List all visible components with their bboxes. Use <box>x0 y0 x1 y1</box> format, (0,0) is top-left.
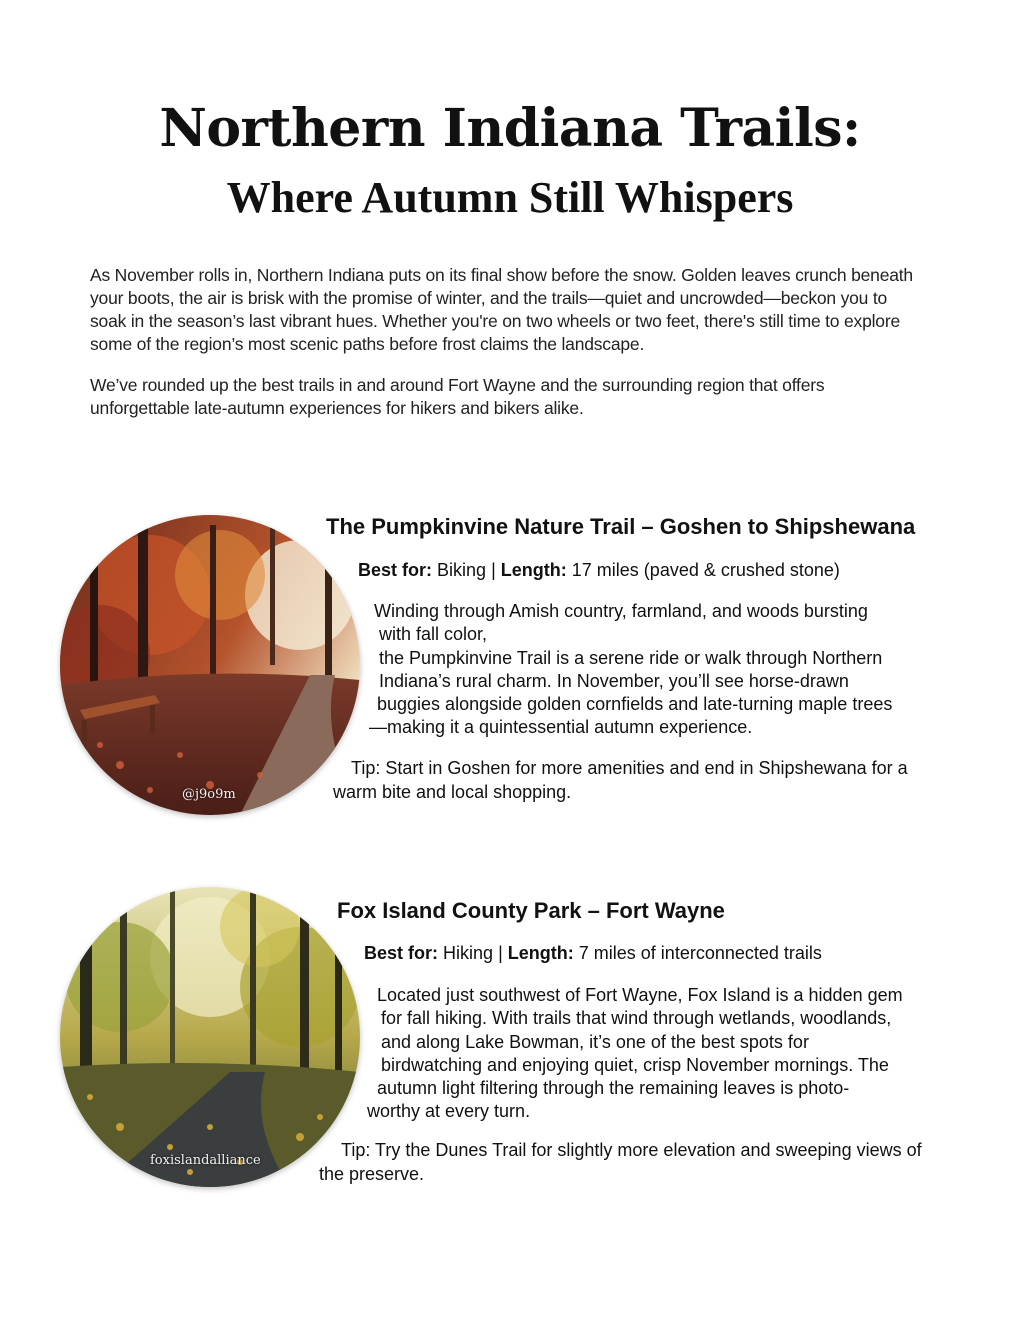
trail-2-meta <box>364 943 822 964</box>
description-line: birdwatching and enjoying quiet, crisp November mornings. The <box>376 1054 889 1075</box>
description-line: with fall color, <box>374 624 488 645</box>
best-for-label: Best for: <box>358 560 433 580</box>
description-line: for fall hiking. With trails that wind through wetlands, woodlands, <box>376 1008 892 1029</box>
best-for-value: Hiking <box>443 943 494 963</box>
pumpkinvine-trail-photo <box>60 515 360 815</box>
description-line: and along Lake Bowman, it’s one of the best spots for <box>376 1031 809 1052</box>
length-value: 7 miles of interconnected trails <box>578 943 822 963</box>
length-label: Length: <box>507 943 574 963</box>
intro-paragraph-1: As November rolls in, Northern Indiana puts on its final show before the snow. Golden leaves crunch beneath your boots, the air is brisk with the promise of winter, and the trails—quiet and uncrowded—beckon you to soak in the season’s last vibrant hues. Whether you're on two wheels or two feet, there's still time to explore some of the region’s most scenic paths before frost claims the landscape. <box>90 265 913 354</box>
description-line: —making it a quintessential autumn experience. <box>369 717 753 738</box>
trail-2-tip: Tip: Try the Dunes Trail for slightly more elevation and sweeping views of the preserve. <box>319 1140 922 1184</box>
trail-1-title: The Pumpkinvine Nature Trail – Goshen to Shipshewana <box>326 514 916 539</box>
description-line: Indiana’s rural charm. In November, you’ll see horse-drawn <box>374 670 849 691</box>
trail-1-meta <box>358 560 840 581</box>
description-line: Winding through Amish country, farmland, and woods bursting <box>374 601 868 621</box>
length-label: Length: <box>500 560 567 580</box>
trail-2-description <box>367 984 936 1124</box>
page-title: Northern Indiana Trails: <box>159 98 861 159</box>
best-for-value: Biking <box>437 560 487 580</box>
description-line: worthy at every turn. <box>367 1101 531 1122</box>
description-line: Located just southwest of Fort Wayne, Fox Island is a hidden gem <box>377 985 903 1005</box>
trail-2-title: Fox Island County Park – Fort Wayne <box>337 898 725 923</box>
trail-1-description <box>369 600 932 740</box>
page-subtitle: Where Autumn Still Whispers <box>226 173 794 222</box>
trail-1-tip: Tip: Start in Goshen for more amenities and end in Shipshewana for a warm bite and local shopping. <box>333 758 908 802</box>
length-value: 17 miles (paved & crushed stone) <box>571 560 840 580</box>
fox-island-trail-photo <box>60 887 360 1187</box>
photo-credit: @j9o9m <box>182 787 236 802</box>
meta-separator: | <box>491 560 496 580</box>
best-for-label: Best for: <box>364 943 439 963</box>
meta-separator: | <box>498 943 503 963</box>
photo-credit: foxislandalliance <box>150 1153 261 1168</box>
description-line: buggies alongside golden cornfields and late-turning maple trees <box>372 694 893 715</box>
description-line: autumn light filtering through the remaining leaves is photo- <box>372 1078 850 1099</box>
description-line: the Pumpkinvine Trail is a serene ride or walk through Northern <box>374 647 883 668</box>
intro-paragraph-2: We’ve rounded up the best trails in and around Fort Wayne and the surrounding region that offers unforgettable late-autumn experiences for hikers and bikers alike. <box>90 375 825 418</box>
